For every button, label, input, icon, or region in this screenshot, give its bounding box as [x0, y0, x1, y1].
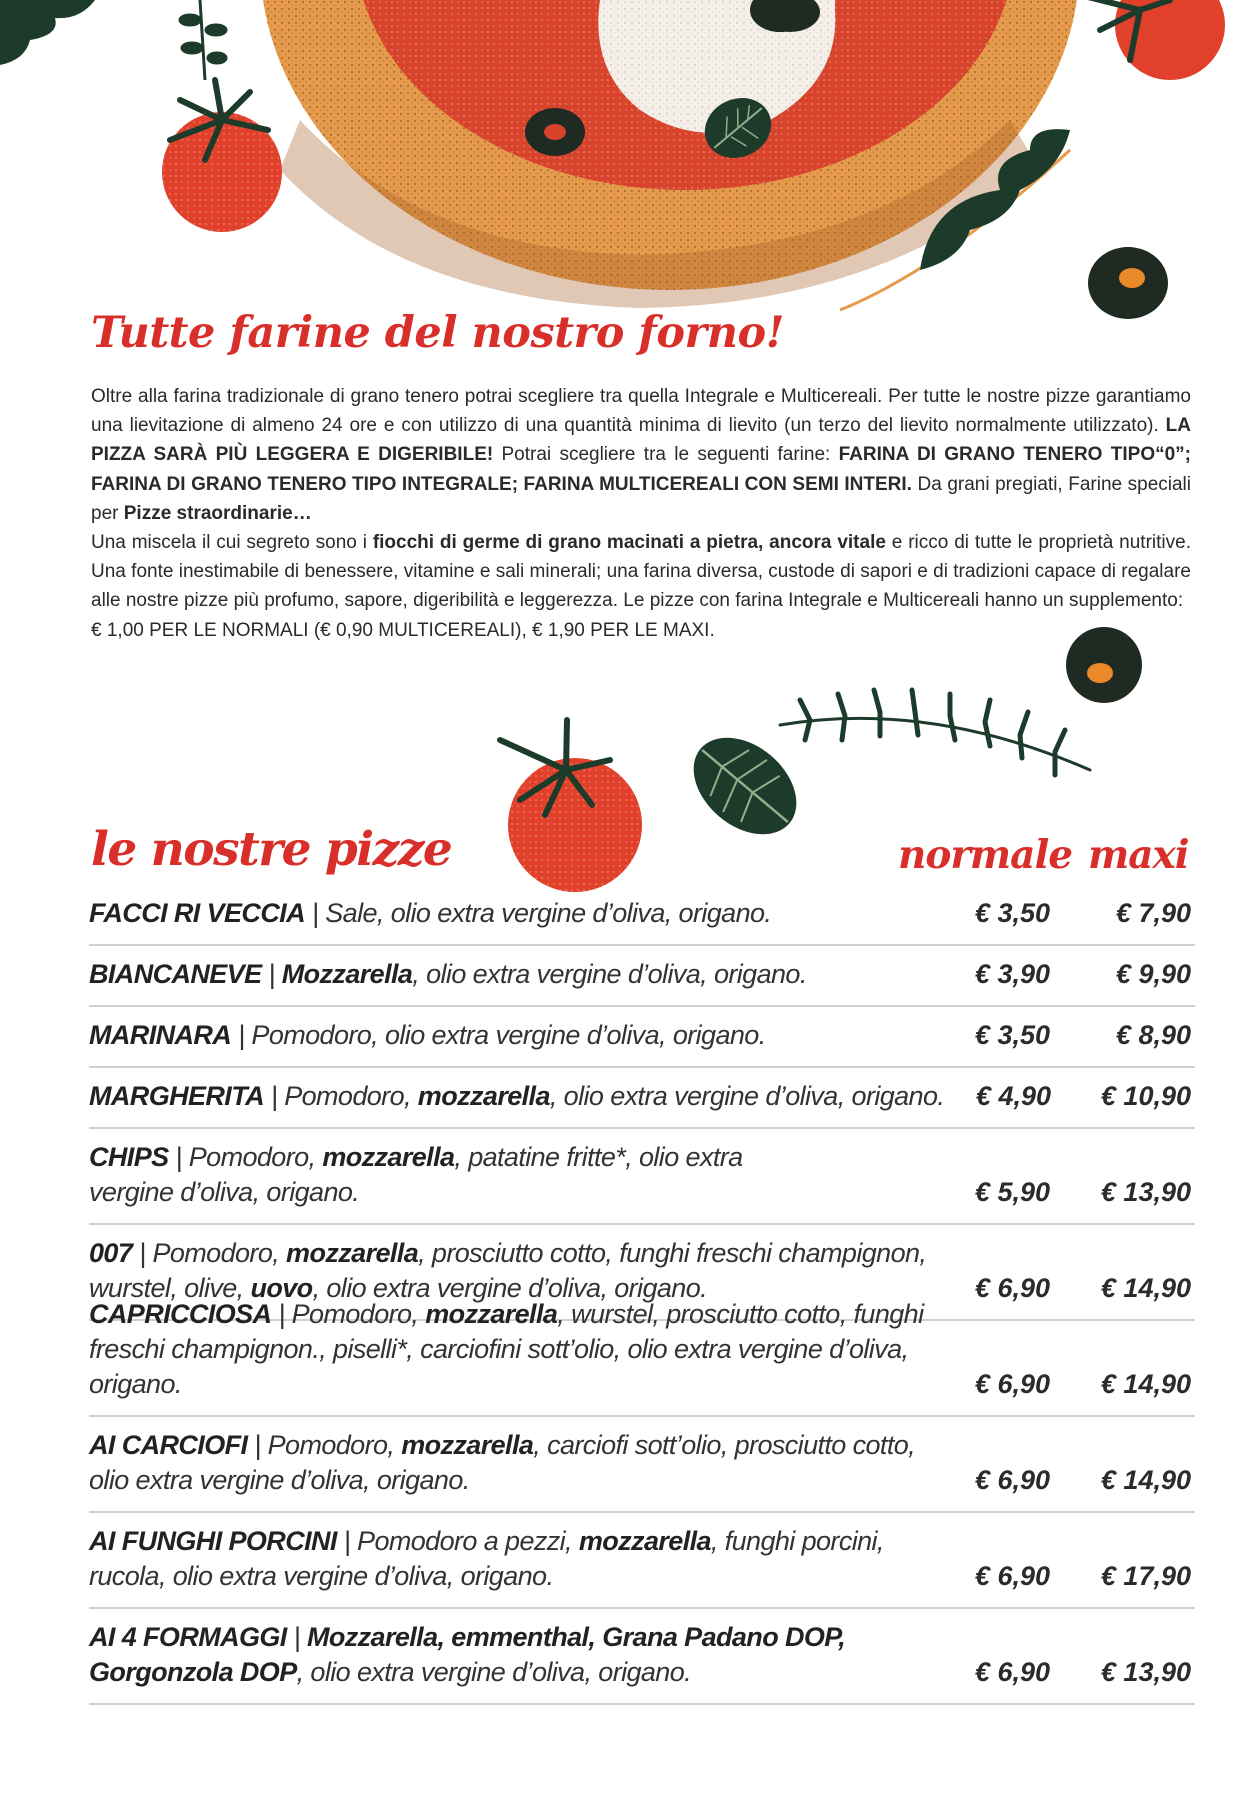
pizza-name: AI 4 FORMAGGI — [89, 1622, 287, 1652]
pizza-ingredients: , olio extra vergine d’oliva, origano. — [412, 959, 807, 989]
arugula-icon — [0, 0, 95, 65]
pizza-name: BIANCANEVE — [89, 959, 262, 989]
intro-paragraph: Una miscela il cui segreto sono i fiocchi di germe di grano macinati a pietra, ancora vitale e ricco di tutte le proprietà nutritive. Una fonte inestimabile di benessere, vitamine e sali minerali; una farina diversa, custode di sapori e di tradizioni capace di regalare alle nostre pizze più profumo, sapore, digeribilità e leggerezza. Le pizze con farina Integrale e Multicereali hanno un supplemento: — [91, 532, 1191, 612]
pizza-row-ai-4-formaggi: AI 4 FORMAGGI | Mozzarella, emmenthal, Grana Padano DOP, Gorgonzola DOP, olio extra vergine d’oliva, origano. € 6,90 € 13,90 — [89, 1609, 1195, 1705]
price-maxi: € 14,90 — [1100, 1273, 1191, 1303]
price-maxi: € 8,90 — [1115, 1020, 1191, 1050]
rosemary-sprig-icon — [780, 690, 1090, 775]
pizza-illustration — [260, 0, 1080, 308]
arugula-icon — [840, 129, 1070, 310]
pizza-row-capricciosa: CAPRICCIOSA | Pomodoro, mozzarella, wurstel, prosciutto cotto, funghi freschi champignon., piselli*, carciofini sott’olio, olio extra vergine d’oliva, origano. € 6,90 € 14,90 — [89, 1321, 1195, 1417]
pizza-row-facci-ri-veccia: FACCI RI VECCIA | Sale, olio extra vergine d’oliva, origano. € 3,50 € 7,90 — [89, 885, 1195, 946]
pizza-ingredients: , wurstel, prosciutto cotto, funghi freschi champignon., piselli*, carciofini sott’olio, olio extra vergine d’oliva, origano. — [89, 1299, 924, 1399]
price-normale: € 6,90 — [974, 1657, 1050, 1687]
pizza-name: CAPRICCIOSA — [89, 1299, 272, 1329]
pizza-list — [89, 885, 1195, 1705]
pizza-ingredients: , olio extra vergine d’oliva, origano. — [296, 1657, 692, 1687]
tomato-icon — [500, 720, 642, 892]
intro-text — [91, 382, 1191, 645]
column-header-normale: normale — [898, 832, 1073, 878]
price-normale: € 6,90 — [974, 1369, 1050, 1399]
price-maxi: € 17,90 — [1100, 1561, 1191, 1591]
price-maxi: € 14,90 — [1100, 1465, 1191, 1495]
price-normale: € 6,90 — [974, 1273, 1050, 1303]
price-maxi: € 9,90 — [1115, 959, 1191, 989]
price-maxi: € 10,90 — [1100, 1081, 1191, 1111]
olive-icon — [525, 108, 585, 156]
pizza-row-007: 007 | Pomodoro, mozzarella, prosciutto cotto, funghi freschi champignon, wurstel, olive, uovo, olio extra vergine d’oliva, origano. € 6,90 € 14,90 — [89, 1225, 1195, 1321]
olive-icon — [1088, 247, 1168, 319]
pizza-row-chips: CHIPS | Pomodoro, mozzarella, patatine fritte*, olio extra vergine d’oliva, origano. € 5,90 € 13,90 — [89, 1129, 1195, 1225]
price-maxi: € 13,90 — [1100, 1177, 1191, 1207]
pizza-row-marinara: MARINARA | Pomodoro, olio extra vergine d’oliva, origano. € 3,50 € 8,90 — [89, 1007, 1195, 1068]
pizza-ingredients: Sale, olio extra vergine d’oliva, origano. — [325, 898, 772, 928]
intro-title: Tutte farine del nostro forno! — [91, 308, 785, 358]
price-normale: € 3,50 — [974, 1020, 1050, 1050]
pizza-row-biancaneve: BIANCANEVE | Mozzarella, olio extra vergine d’oliva, origano. € 3,90 € 9,90 — [89, 946, 1195, 1007]
pizza-ingredients: , patatine fritte*, olio extra vergine d’oliva, origano. — [89, 1142, 743, 1207]
menu-title: le nostre pizze — [91, 822, 452, 877]
pizza-name: FACCI RI VECCIA — [89, 898, 306, 928]
basil-leaf-icon — [675, 718, 815, 854]
price-normale: € 6,90 — [974, 1561, 1050, 1591]
pizza-row-margherita: MARGHERITA | Pomodoro, mozzarella, olio extra vergine d’oliva, origano. € 4,90 € 10,90 — [89, 1068, 1195, 1129]
basil-leaf-icon — [695, 87, 781, 168]
pizza-ingredients: , prosciutto cotto, funghi freschi champignon, wurstel, olive, — [89, 1238, 927, 1303]
pizza-name: MARINARA — [89, 1020, 232, 1050]
price-normale: € 5,90 — [974, 1177, 1050, 1207]
price-maxi: € 13,90 — [1100, 1657, 1191, 1687]
price-normale: € 3,50 — [974, 898, 1050, 928]
pizza-ingredients: , funghi porcini, rucola, olio extra vergine d’oliva, origano. — [89, 1526, 884, 1591]
price-normale: € 4,90 — [975, 1081, 1051, 1111]
pizza-name: 007 — [89, 1238, 133, 1268]
intro-paragraph: Oltre alla farina tradizionale di grano tenero potrai scegliere tra quella Integrale e Multicereali. Per tutte le nostre pizze garantiamo una lievitazione di almeno 24 ore e con utilizzo di una quantità minima di lievito (un terzo del lievito normalmente utilizzato). LA PIZZA SARÀ PIÙ LEGGERA E DIGERIBILE! Potrai scegliere tra le seguenti farine: FARINA DI GRANO TENERO TIPO“0”; FARINA DI GRANO TENERO TIPO INTEGRALE; FARINA MULTICEREALI CON SEMI INTERI. Da grani pregiati, Farine speciali per Pizze straordinarie… — [91, 386, 1191, 524]
oregano-sprig-icon — [180, 0, 226, 80]
tomato-icon — [162, 80, 282, 232]
olive-icon — [750, 0, 810, 32]
pizza-ingredients: Pomodoro, olio extra vergine d’oliva, origano. — [251, 1020, 766, 1050]
price-normale: € 3,90 — [974, 959, 1050, 989]
pizza-name: CHIPS — [89, 1142, 169, 1172]
pizza-row-ai-funghi-porcini: AI FUNGHI PORCINI | Pomodoro a pezzi, mozzarella, funghi porcini, rucola, olio extra vergine d’oliva, origano. € 6,90 € 17,90 — [89, 1513, 1195, 1609]
supplement-note: € 1,00 PER LE NORMALI (€ 0,90 MULTICEREALI), € 1,90 PER LE MAXI. — [91, 619, 715, 641]
pizza-name: AI FUNGHI PORCINI — [89, 1526, 337, 1556]
tomato-icon — [1080, 0, 1225, 80]
pizza-ingredients: , olio extra vergine d’oliva, origano. — [549, 1081, 945, 1111]
column-header-maxi: maxi — [1088, 832, 1189, 878]
price-normale: € 6,90 — [974, 1465, 1050, 1495]
pizza-row-ai-carciofi: AI CARCIOFI | Pomodoro, mozzarella, carciofi sott’olio, prosciutto cotto, olio extra vergine d’oliva, origano. € 6,90 € 14,90 — [89, 1417, 1195, 1513]
pizza-name: AI CARCIOFI — [89, 1430, 248, 1460]
price-maxi: € 7,90 — [1115, 898, 1191, 928]
pizza-name: MARGHERITA — [89, 1081, 264, 1111]
price-maxi: € 14,90 — [1100, 1369, 1191, 1399]
pizza-ingredients: , carciofi sott’olio, prosciutto cotto, olio extra vergine d’oliva, origano. — [89, 1430, 916, 1495]
